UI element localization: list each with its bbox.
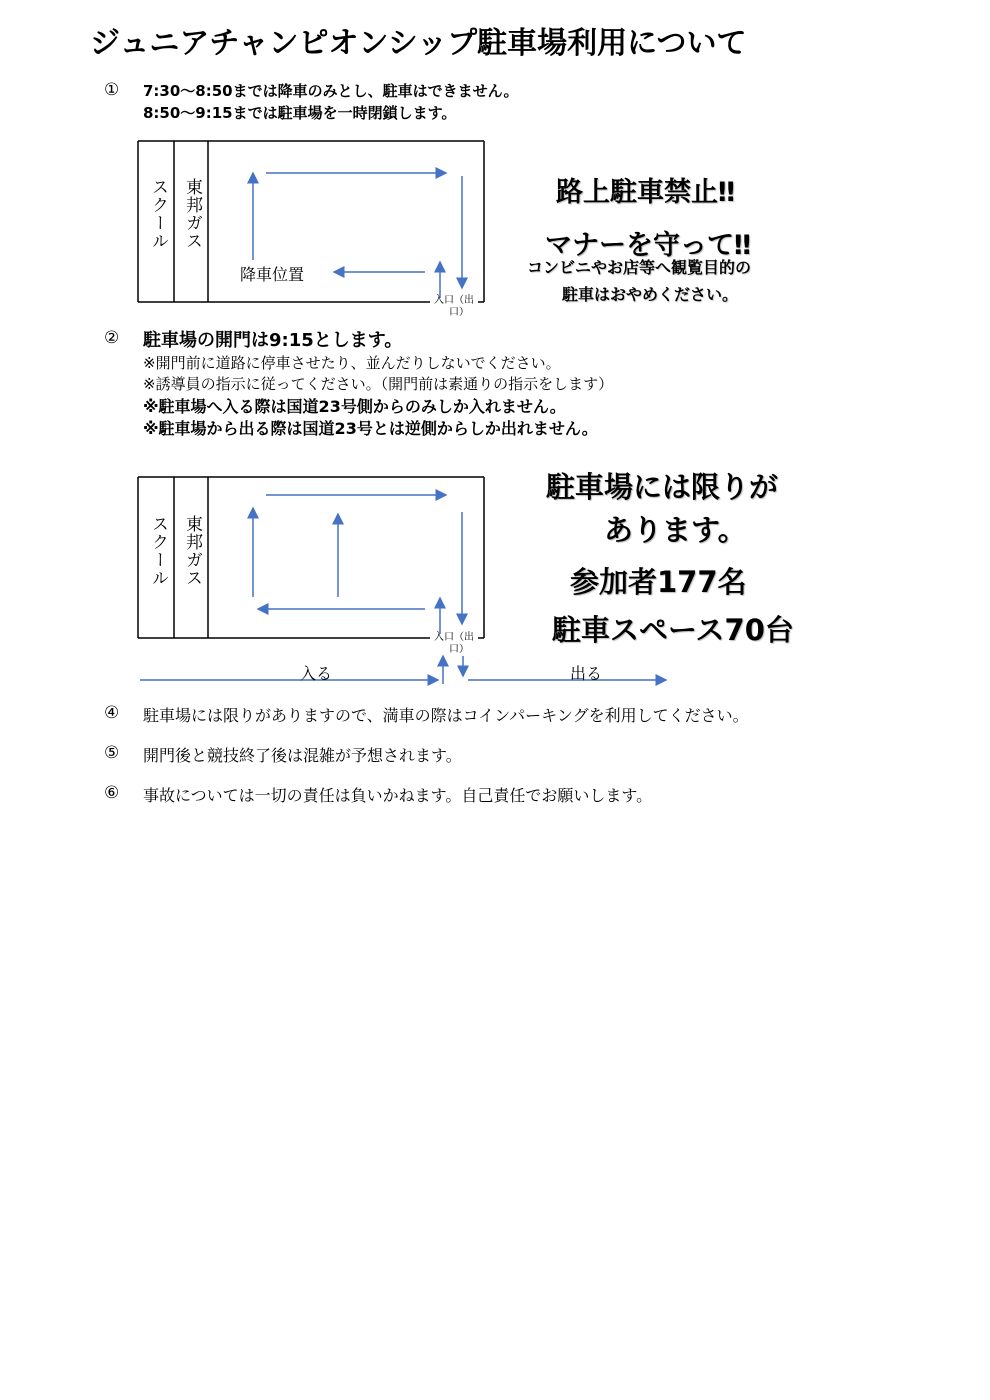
participant-count: 参加者177名 [570, 565, 747, 599]
notice1-line4: 駐車はおやめください。 [562, 285, 739, 304]
item-number-5: ⑤ [104, 743, 120, 763]
school-label-2: スクール [148, 515, 168, 587]
entrance-label-1: 入口（出 [434, 295, 474, 306]
item-text-4: 駐車場には限りがありますので、満車の際はコインパーキングを利用してください。 [143, 706, 749, 725]
enter-label: 入る [300, 664, 333, 683]
section2-note3: ※駐車場へ入る際は国道23号側からのみしか入れません。 [143, 397, 566, 416]
school-label-1: スクール [148, 178, 168, 250]
entrance-label-2: 入口（出 [434, 632, 474, 643]
section1-line1: 7:30〜8:50までは降車のみとし、駐車はできません。 [143, 82, 519, 100]
section2-note2: ※誘導員の指示に従ってください。（開門前は素通りの指示をします） [143, 375, 614, 393]
dropoff-label: 降車位置 [240, 265, 305, 284]
item-number-4: ④ [104, 703, 120, 723]
gas-label-2: 東邦ガス [182, 515, 202, 587]
manners-notice: マナーを守って‼ [545, 230, 751, 261]
parking-capacity: 駐車スペース70台 [552, 613, 794, 647]
gas-label-1: 東邦ガス [182, 178, 202, 250]
section1-line2: 8:50〜9:15までは駐車場を一時閉鎖します。 [143, 104, 457, 122]
limited-parking-notice-2: あります。 [604, 513, 747, 547]
no-street-parking: 路上駐車禁止‼ [556, 177, 735, 208]
item-text-5: 開門後と競技終了後は混雑が予想されます。 [143, 746, 462, 765]
item-number-2: ② [104, 328, 120, 348]
item-number-6: ⑥ [104, 783, 120, 803]
item-number-1: ① [104, 80, 120, 100]
notice1-line3: コンビニやお店等へ観覧目的の [527, 258, 752, 277]
page-title: ジュニアチャンピオンシップ駐車場利用について [90, 26, 747, 61]
exit-label: 出る [570, 664, 603, 683]
item-text-6: 事故については一切の責任は負いかねます。自己責任でお願いします。 [143, 786, 653, 805]
section2-note1: ※開門前に道路に停車させたり、並んだりしないでください。 [143, 354, 561, 372]
section2-heading: 駐車場の開門は9:15とします。 [143, 330, 403, 351]
limited-parking-notice: 駐車場には限りが [546, 470, 779, 504]
section2-note4: ※駐車場から出る際は国道23号とは逆側からしか出れません。 [143, 419, 598, 438]
entrance-label-1b: 口） [449, 307, 469, 318]
entrance-label-2b: 口） [449, 644, 469, 655]
